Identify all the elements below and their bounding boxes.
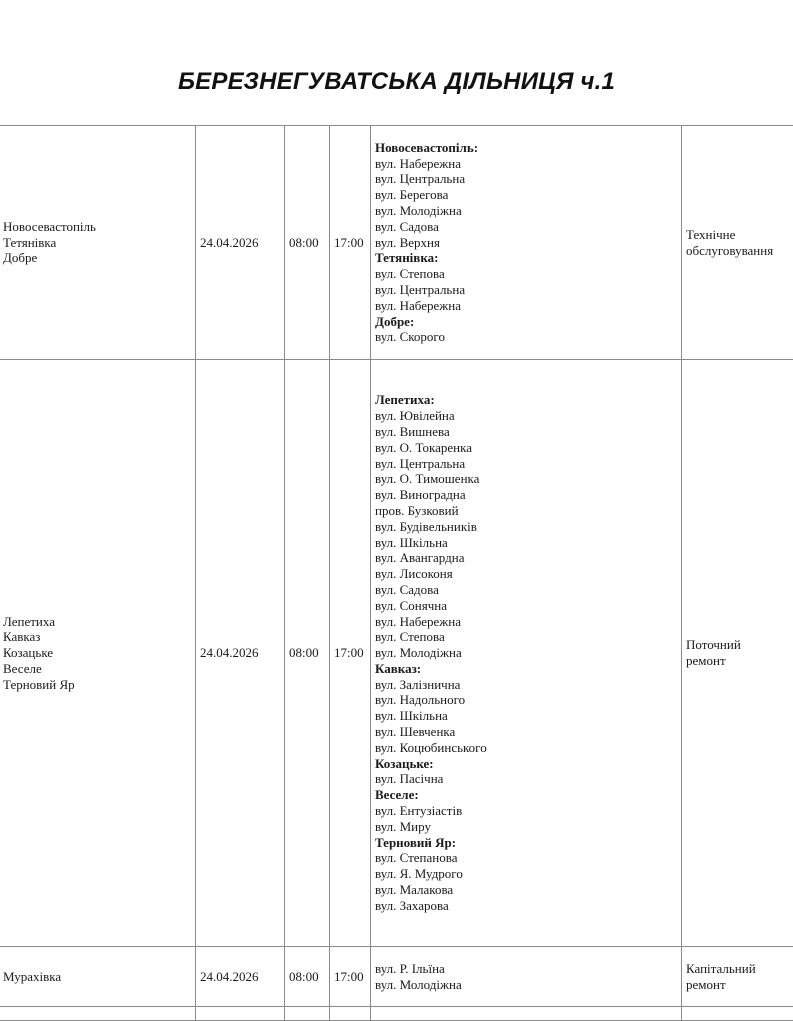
start-time-cell: 08:00 xyxy=(285,360,330,947)
street-item: вул. Скорого xyxy=(375,329,677,345)
street-item: вул. Шкільна xyxy=(375,535,677,551)
street-item: вул. Залізнична xyxy=(375,677,677,693)
villages-cell xyxy=(0,947,196,1007)
start-time-cell: 08:00 xyxy=(285,126,330,360)
street-item: вул. Верхня xyxy=(375,235,677,251)
street-item: вул. Авангардна xyxy=(375,550,677,566)
street-item: вул. Будівельників xyxy=(375,519,677,535)
village-name: Терновий Яр xyxy=(3,677,191,693)
village-name: Веселе xyxy=(3,661,191,677)
date-cell: 24.04.2026 xyxy=(196,947,285,1007)
street-item: вул. Центральна xyxy=(375,456,677,472)
work-type-text: Поточний xyxy=(686,637,793,653)
end-time-cell: 17:00 xyxy=(330,947,371,1007)
work-type-cell xyxy=(682,360,793,947)
street-item: вул. Ювілейна xyxy=(375,408,677,424)
street-item: вул. Лисоконя xyxy=(375,566,677,582)
street-item: вул. Пасічна xyxy=(375,771,677,787)
street-item: вул. Малакова xyxy=(375,882,677,898)
start-time-cell: 08:00 xyxy=(285,947,330,1007)
street-item: вул. О. Тимошенка xyxy=(375,471,677,487)
village-name: Мурахівка xyxy=(3,969,191,985)
street-item: вул. Набережна xyxy=(375,614,677,630)
street-item: вул. Молодіжна xyxy=(375,645,677,661)
table-row xyxy=(0,947,793,1007)
date-cell: 24.04.2026 xyxy=(196,360,285,947)
end-time-cell: 17:00 xyxy=(330,126,371,360)
village-name: Козацьке xyxy=(3,645,191,661)
street-item: вул. Степанова xyxy=(375,850,677,866)
page-title: БЕРЕЗНЕГУВАТСЬКА ДІЛЬНИЦЯ ч.1 xyxy=(0,68,793,96)
street-item: вул. Степова xyxy=(375,266,677,282)
work-type-text: Капітальний xyxy=(686,961,793,977)
villages-cell xyxy=(0,126,196,360)
table-row xyxy=(0,126,793,360)
street-item: вул. Шкільна xyxy=(375,708,677,724)
village-name: Новосевастопіль xyxy=(3,219,191,235)
street-item: вул. Сонячна xyxy=(375,598,677,614)
work-type-cell xyxy=(682,126,793,360)
street-item: вул. Р. Ільїна xyxy=(375,961,677,977)
date-cell: 24.04.2026 xyxy=(196,126,285,360)
street-item: вул. Садова xyxy=(375,219,677,235)
settlement-header: Добре: xyxy=(375,314,677,330)
streets-cell xyxy=(371,360,682,947)
settlement-header: Тетянівка: xyxy=(375,250,677,266)
village-name: Тетянівка xyxy=(3,235,191,251)
outage-schedule-table xyxy=(0,125,793,1021)
settlement-header: Новосевастопіль: xyxy=(375,140,677,156)
street-item: вул. О. Токаренка xyxy=(375,440,677,456)
streets-cell xyxy=(371,947,682,1007)
work-type-text: ремонт xyxy=(686,653,793,669)
street-item: вул. Надольного xyxy=(375,692,677,708)
street-item: вул. Степова xyxy=(375,629,677,645)
work-type-text: ремонт xyxy=(686,977,793,993)
work-type-cell xyxy=(682,947,793,1007)
street-item: вул. Молодіжна xyxy=(375,977,677,993)
street-item: вул. Захарова xyxy=(375,898,677,914)
street-item: вул. Виноградна xyxy=(375,487,677,503)
village-name: Кавказ xyxy=(3,629,191,645)
settlement-header: Козацьке: xyxy=(375,756,677,772)
street-item: вул. Центральна xyxy=(375,282,677,298)
village-name: Добре xyxy=(3,250,191,266)
street-item: вул. Шевченка xyxy=(375,724,677,740)
settlement-header: Веселе: xyxy=(375,787,677,803)
street-item: вул. Молодіжна xyxy=(375,203,677,219)
work-type-text: обслуговування xyxy=(686,243,793,259)
settlement-header: Кавказ: xyxy=(375,661,677,677)
street-item: вул. Ентузіастів xyxy=(375,803,677,819)
street-item: пров. Бузковий xyxy=(375,503,677,519)
street-item: вул. Я. Мудрого xyxy=(375,866,677,882)
settlement-header: Лепетиха: xyxy=(375,392,677,408)
street-item: вул. Набережна xyxy=(375,156,677,172)
village-name: Лепетиха xyxy=(3,614,191,630)
street-item: вул. Берегова xyxy=(375,187,677,203)
end-time-cell: 17:00 xyxy=(330,360,371,947)
settlement-header: Терновий Яр: xyxy=(375,835,677,851)
street-item: вул. Набережна xyxy=(375,298,677,314)
work-type-text: Технічне xyxy=(686,227,793,243)
streets-cell xyxy=(371,126,682,360)
street-item: вул. Центральна xyxy=(375,171,677,187)
table-row-partial xyxy=(0,1007,793,1021)
villages-cell xyxy=(0,360,196,947)
street-item: вул. Вишнева xyxy=(375,424,677,440)
table-row xyxy=(0,360,793,947)
street-item: вул. Миру xyxy=(375,819,677,835)
street-item: вул. Коцюбинського xyxy=(375,740,677,756)
street-item: вул. Садова xyxy=(375,582,677,598)
